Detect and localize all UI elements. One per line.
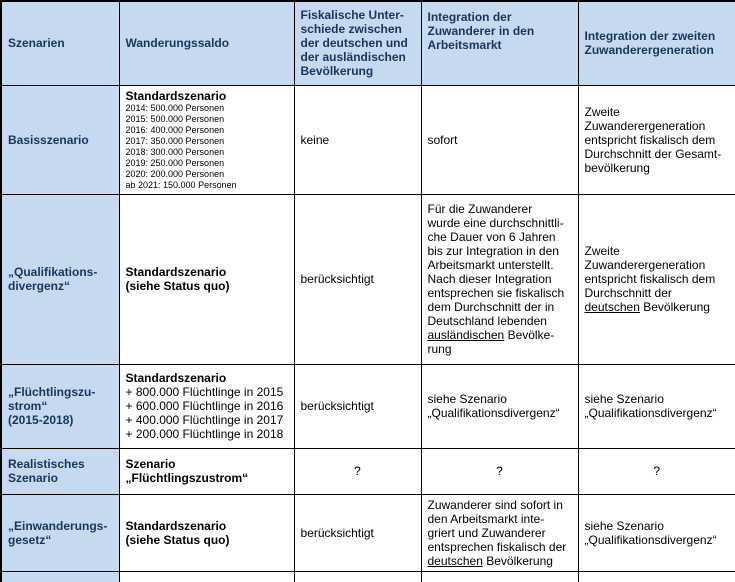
cell-integration-arbeitsmarkt: siehe Szenario „Qualifikationsdivergenz“ — [421, 364, 578, 448]
cell-integration-zweite-generation: siehe Szenario „Qualifikationsdivergenz“ — [578, 364, 735, 448]
saldo-title: Standardszenario — [125, 371, 227, 385]
cell-empty — [578, 571, 735, 582]
cell-wanderungssaldo — [119, 85, 294, 194]
saldo-detail: 2014: 500.000 Personen 2015: 500.000 Personen 2016: 400.000 Personen 2017: 350.000 Personen 2018: 300.000 Personen 2019: 250.000 Personen 2020: 200.000 Personen ab 2021: 150.000 Personen — [125, 102, 237, 190]
scenario-label: Basisszenario — [1, 85, 119, 194]
row-partial-clipped — [1, 571, 735, 582]
scenario-label: „Einwanderungs- gesetz“ — [1, 494, 119, 571]
row-einwanderungsgesetz — [1, 494, 735, 571]
scenario-label: „Flüchtlingszu- strom“ (2015-2018) — [1, 364, 119, 448]
cell-integration-arbeitsmarkt: sofort — [421, 85, 578, 194]
cell-integration-zweite-generation: Zweite Zuwanderergeneration entspricht fiskalisch dem Durchschnitt der Gesamt- bevölkerung — [578, 85, 735, 194]
header-cell-fiskalische-unterschiede: Fiskalische Unter- schiede zwischen der deutschen und der ausländischen Bevölkerung — [294, 1, 421, 85]
header-cell-integration-zweite-generation: Integration der zweiten Zuwanderergeneration — [578, 1, 735, 85]
row-realistisches-szenario — [1, 448, 735, 494]
header-cell-szenarien: Szenarien — [1, 1, 119, 85]
cell-wanderungssaldo — [119, 494, 294, 571]
cell-integration-arbeitsmarkt: ? — [421, 448, 578, 494]
cell-integration-arbeitsmarkt: Für die Zuwanderer wurde eine durchschnittli- che Dauer von 6 Jahren bis zur Integration in den Arbeitsmarkt unterstellt. Nach dieser Integration entsprechen sie fiskalisch dem Durchschnitt der in Deutschland lebenden ausländischen Bevölke- rung — [421, 194, 578, 364]
cell-wanderungssaldo — [119, 194, 294, 364]
cell-fiskalische-unterschiede: keine — [294, 85, 421, 194]
cell-fiskalische-unterschiede: berücksichtigt — [294, 194, 421, 364]
cell-empty — [421, 571, 578, 582]
saldo-title: Standardszenario — [125, 88, 227, 103]
cell-fiskalische-unterschiede: berücksichtigt — [294, 494, 421, 571]
cell-integration-zweite-generation: siehe Szenario „Qualifikationsdivergenz“ — [578, 494, 735, 571]
saldo-detail: + 800.000 Flüchtlinge in 2015 + 600.000 Flüchtlinge in 2016 + 400.000 Flüchtlinge in 2017 + 200.000 Flüchtlinge in 2018 — [125, 385, 284, 441]
header-row — [1, 1, 735, 85]
header-cell-wanderungssaldo: Wanderungssaldo — [119, 1, 294, 85]
cell-fiskalische-unterschiede: ? — [294, 448, 421, 494]
scenario-label-empty — [1, 571, 119, 582]
row-qualifikationsdivergenz — [1, 194, 735, 364]
cell-wanderungssaldo — [119, 448, 294, 494]
scenario-label: Realistisches Szenario — [1, 448, 119, 494]
row-basisszenario — [1, 85, 735, 194]
cell-empty — [294, 571, 421, 582]
cell-wanderungssaldo — [119, 364, 294, 448]
saldo-title: Standardszenario (siehe Status quo) — [125, 518, 230, 547]
cell-fiskalische-unterschiede: berücksichtigt — [294, 364, 421, 448]
row-fluechtlingszustrom — [1, 364, 735, 448]
scenario-label: „Qualifikations- divergenz“ — [1, 194, 119, 364]
cell-integration-arbeitsmarkt: Zuwanderer sind sofort in den Arbeitsmarkt inte- griert und Zuwanderer entsprechen fiskalisch der deutschen Bevölkerung — [421, 494, 578, 571]
cell-integration-zweite-generation: ? — [578, 448, 735, 494]
saldo-title: Standardszenario (siehe Status quo) — [125, 265, 230, 293]
cell-integration-zweite-generation: Zweite Zuwanderergeneration entspricht fiskalisch dem Durchschnitt der deutschen Bevölkerung — [578, 194, 735, 364]
header-cell-integration-arbeitsmarkt: Integration der Zuwanderer in den Arbeitsmarkt — [421, 1, 578, 85]
saldo-title: Szenario „Flüchtlingszustrom“ — [125, 457, 249, 485]
cell-empty — [119, 571, 294, 582]
